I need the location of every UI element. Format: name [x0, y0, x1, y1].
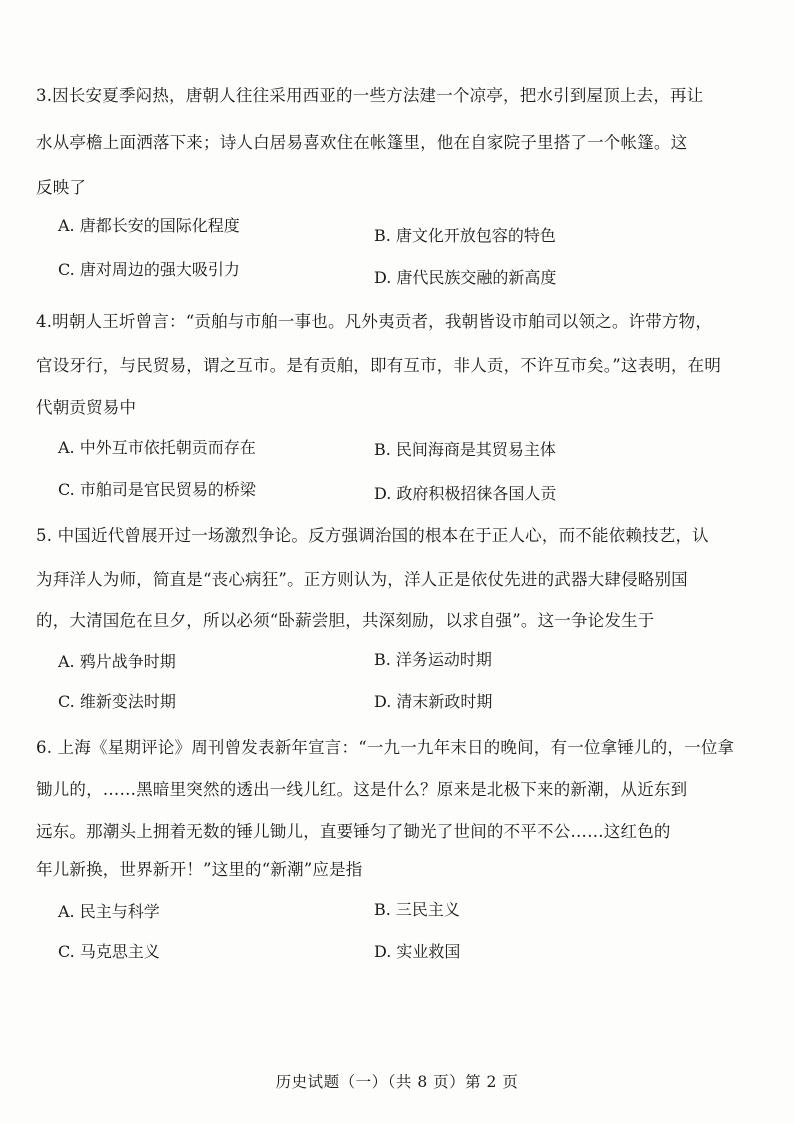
question-4-option-a[interactable]: A. 中外互市依托朝贡而存在 [58, 438, 256, 457]
question-6-line-3: 远东。那潮头上拥着无数的锤儿锄儿，直要锤匀了锄光了世间的不平不公……这红色的 [36, 822, 671, 841]
question-4-option-d[interactable]: D. 政府积极招徕各国人贡 [374, 484, 557, 503]
question-5-line-2: 为拜洋人为师，简直是“丧心病狂”。正方则认为，洋人正是依仗先进的武器大肆侵略别国 [36, 570, 688, 589]
question-6-line-4: 年儿新换，世界新开！”这里的“新潮”应是指 [36, 860, 363, 879]
question-6-line-1: 6. 上海《星期评论》周刊曾发表新年宣言：“一九一九年末日的晚间，有一位拿锤儿的，一位拿 [36, 738, 735, 757]
question-5-option-c[interactable]: C. 维新变法时期 [58, 692, 176, 711]
question-4-line-1: 4.明朝人王圻曾言：“贡舶与市舶一事也。凡外夷贡者，我朝皆设市舶司以领之。许带方物， [36, 312, 713, 331]
question-4-option-c[interactable]: C. 市舶司是官民贸易的桥梁 [58, 480, 256, 499]
question-6-option-c[interactable]: C. 马克思主义 [58, 942, 160, 961]
question-6-option-d[interactable]: D. 实业救国 [374, 942, 461, 961]
page-footer: 历史试题（一）（共 8 页）第 2 页 [275, 1073, 519, 1091]
question-6-option-b[interactable]: B. 三民主义 [374, 900, 460, 919]
question-3-option-b[interactable]: B. 唐文化开放包容的特色 [374, 226, 556, 245]
question-3-option-a[interactable]: A. 唐都长安的国际化程度 [58, 216, 240, 235]
question-3-option-c[interactable]: C. 唐对周边的强大吸引力 [58, 260, 240, 279]
question-4-line-2: 官设牙行，与民贸易，谓之互市。是有贡舶，即有互市，非人贡，不许互市矣。”这表明，在明 [36, 356, 722, 375]
question-3-line-2: 水从亭檐上面洒落下来；诗人白居易喜欢住在帐篷里，他在自家院子里搭了一个帐篷。这 [36, 133, 688, 152]
question-6-option-a[interactable]: A. 民主与科学 [58, 902, 160, 921]
question-4-option-b[interactable]: B. 民间海商是其贸易主体 [374, 440, 556, 459]
question-5-option-d[interactable]: D. 清末新政时期 [374, 692, 493, 711]
question-3-line-3: 反映了 [36, 178, 87, 197]
question-5-option-b[interactable]: B. 洋务运动时期 [374, 650, 492, 669]
question-3-line-1: 3.因长安夏季闷热，唐朝人往往采用西亚的一些方法建一个凉亭，把水引到屋顶上去，再让 [36, 86, 704, 105]
question-4-line-3: 代朝贡贸易中 [36, 398, 137, 417]
question-5-line-3: 的，大清国危在旦夕，所以必须“卧薪尝胆，共深刻励，以求自强”。这一争论发生于 [36, 611, 655, 630]
question-6-line-2: 锄儿的，……黑暗里突然的透出一线儿红。这是什么？原来是北极下来的新潮，从近东到 [36, 780, 688, 799]
question-3-option-d[interactable]: D. 唐代民族交融的新高度 [374, 268, 557, 287]
question-5-option-a[interactable]: A. 鸦片战争时期 [58, 652, 176, 671]
question-5-line-1: 5. 中国近代曾展开过一场激烈争论。反方强调治国的根本在于正人心，而不能依赖技艺，认 [36, 526, 709, 545]
